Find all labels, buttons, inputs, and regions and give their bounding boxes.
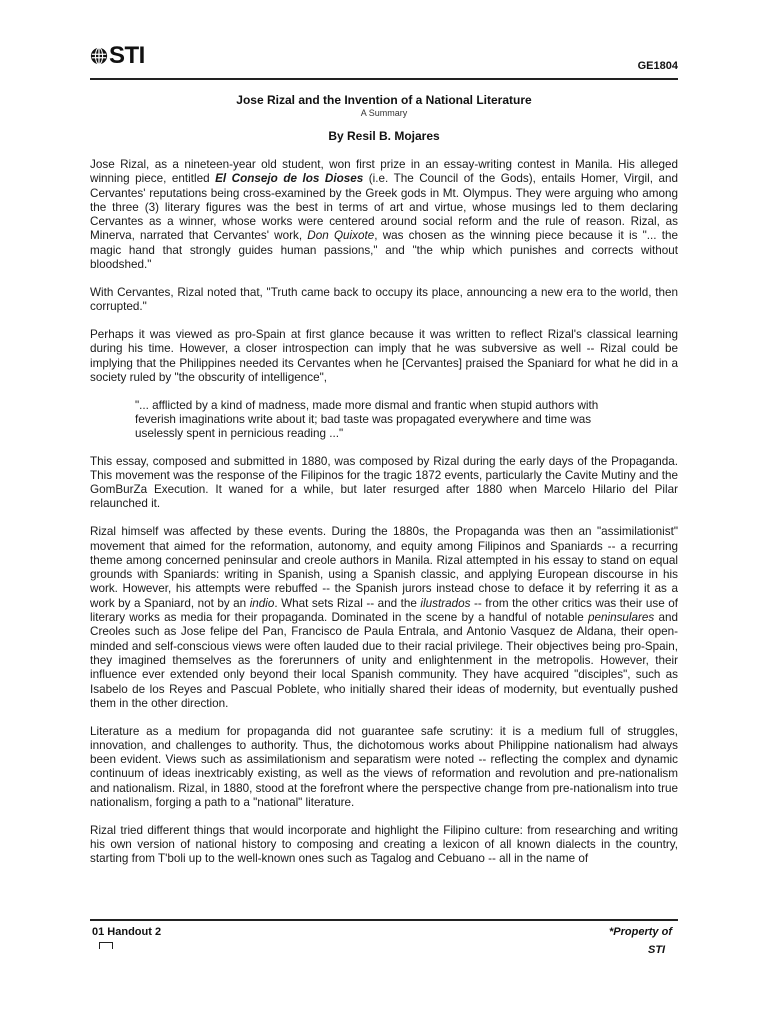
logo-text: STI <box>109 42 145 69</box>
paragraph-3: Perhaps it was viewed as pro-Spain at first glance because it was written to reflect Rizal's classical learning during his time. However, a closer introspection can imply that he was subversive as well -- Rizal could be implying that the Philippines needed its Cervantes when he [Cervantes] praised the Spaniard for what he did in a society ruled by "the obscurity of intelligence", <box>90 327 678 384</box>
paragraph-4: This essay, composed and submitted in 1880, was composed by Rizal during the early days of the Propaganda. This movement was the response of the Filipinos for the tragic 1872 events, particularly the Cavite Mutiny and the GomBurZa Execution. It waned for a while, but later resurged after 1880 when Marcelo Hilario del Pilar relaunched it. <box>90 454 678 511</box>
document-title: Jose Rizal and the Invention of a National Literature <box>236 93 532 107</box>
text-run: and Creoles such as Jose felipe del Pan, Francisco de Paula Entrala, and Antonio Vasquez de Aldana, their open-minded and self-conscious views were often lauded due to their racial privilege. Their objectives being pro-Spain, they imagined themselves as the forerunners of unity and enlightenment in the metropolis. However, their influence ever extended only beyond their local Spanish community. They have acquired "disciples", such as Isabelo de los Reyes and Pascual Poblete, who initially shared their ideas of modernity, but eventually pushed them in the other direction. <box>90 611 678 710</box>
paragraph-2: With Cervantes, Rizal noted that, "Truth came back to occupy its place, announcing a new era to the world, then corrupted." <box>90 285 678 314</box>
text-run: Jose Rizal, as a nineteen-year old student, won first prize in an essay-writing contest in Manila. His alleged winning piece, entitled <box>90 158 678 186</box>
footer-rule <box>90 919 678 921</box>
header-rule <box>90 78 678 80</box>
text-run: Rizal himself was affected by these events. During the 1880s, the Propaganda was then an "assimilationist" movement that aimed for the reformation, autonomy, and equity among Filipinos and Spaniards -- a recurring theme among concerned peninsular and creole authors in Manila. Rizal attempted in his essay to stand on equal grounds with Spaniards: writing in Spanish, using a Spanish classic, and applying European discourse in his work. However, his attempts were rebuffed -- the Spanish jurors instead chose to deface it by referring it as a work by a Spaniard, not by an <box>90 525 678 610</box>
footer-box-icon <box>99 942 113 949</box>
handout-label: 01 Handout 2 <box>92 926 162 938</box>
document-author: By Resil B. Mojares <box>328 129 440 143</box>
paragraph-6: Literature as a medium for propaganda did not guarantee safe scrutiny: it is a medium full of struggles, innovation, and challenges to authority. Thus, the dichotomous works about Philippine nationalism had always been evident. Views such as assimilationism and separatism were noted -- reflecting the complex and dynamic continuum of ideas inextricably existing, as well as the views of reformation and revolution and pre-nationalism and nationalism. Rizal, in 1880, stood at the forefront where the perspective change from pre-nationalism into true nationalism, forging a path to a "national" literature. <box>90 724 678 810</box>
document-body <box>90 158 678 880</box>
italic-term: indio <box>249 596 275 610</box>
title-block <box>90 93 678 143</box>
document-code: GE1804 <box>637 60 678 72</box>
block-quote: "... afflicted by a kind of madness, made more dismal and frantic when stupid authors with feverish imaginations write about it; bad taste was propagated everywhere and time was uselessly spent in pernicious reading ..." <box>135 398 599 441</box>
text-run: . What sets Rizal -- and the <box>274 596 421 610</box>
italic-term: ilustrados <box>420 596 471 610</box>
text-run: (i.e. The Council of the Gods), entails Homer, Virgil, and Cervantes' reputations being cross-examined by the Greek gods in Mt. Olympus. They were arguing who among the three (3) literary figures was the best in terms of art and virtue, whose musings led to them declaring Cervantes as a winner, whose works were centered around social reform and the rule of reason. Rizal, as Minerva, narrated that Cervantes' work, <box>90 172 678 243</box>
text-run: -- from the other critics was their use of literary works as media for their propaganda. Dominated in the scene by a handful of notable <box>90 596 679 625</box>
property-notice-cut: STI <box>648 944 666 956</box>
sti-logo <box>90 44 145 68</box>
sti-globe-icon <box>90 47 108 65</box>
paragraph-5 <box>90 525 678 711</box>
text-run: , was chosen as the winning piece because it is "... the magic hand that strongly guides human passions," and "the whip which punishes and corrects without bloodshed." <box>90 229 679 272</box>
work-title: El Consejo de los Dioses <box>215 172 364 186</box>
paragraph-1 <box>90 158 678 272</box>
paragraph-7: Rizal tried different things that would incorporate and highlight the Filipino culture: from researching and writing his own version of national history to composing and creating a lexicon of all known dialects in the country, starting from T'boli up to the well-known ones such as Tagalog and Cebuano -- all in the name of <box>90 823 678 866</box>
property-notice: *Property of <box>609 926 672 938</box>
italic-term: peninsulares <box>587 611 655 625</box>
document-subtitle: A Summary <box>360 108 408 118</box>
work-title: Don Quixote <box>307 229 375 243</box>
